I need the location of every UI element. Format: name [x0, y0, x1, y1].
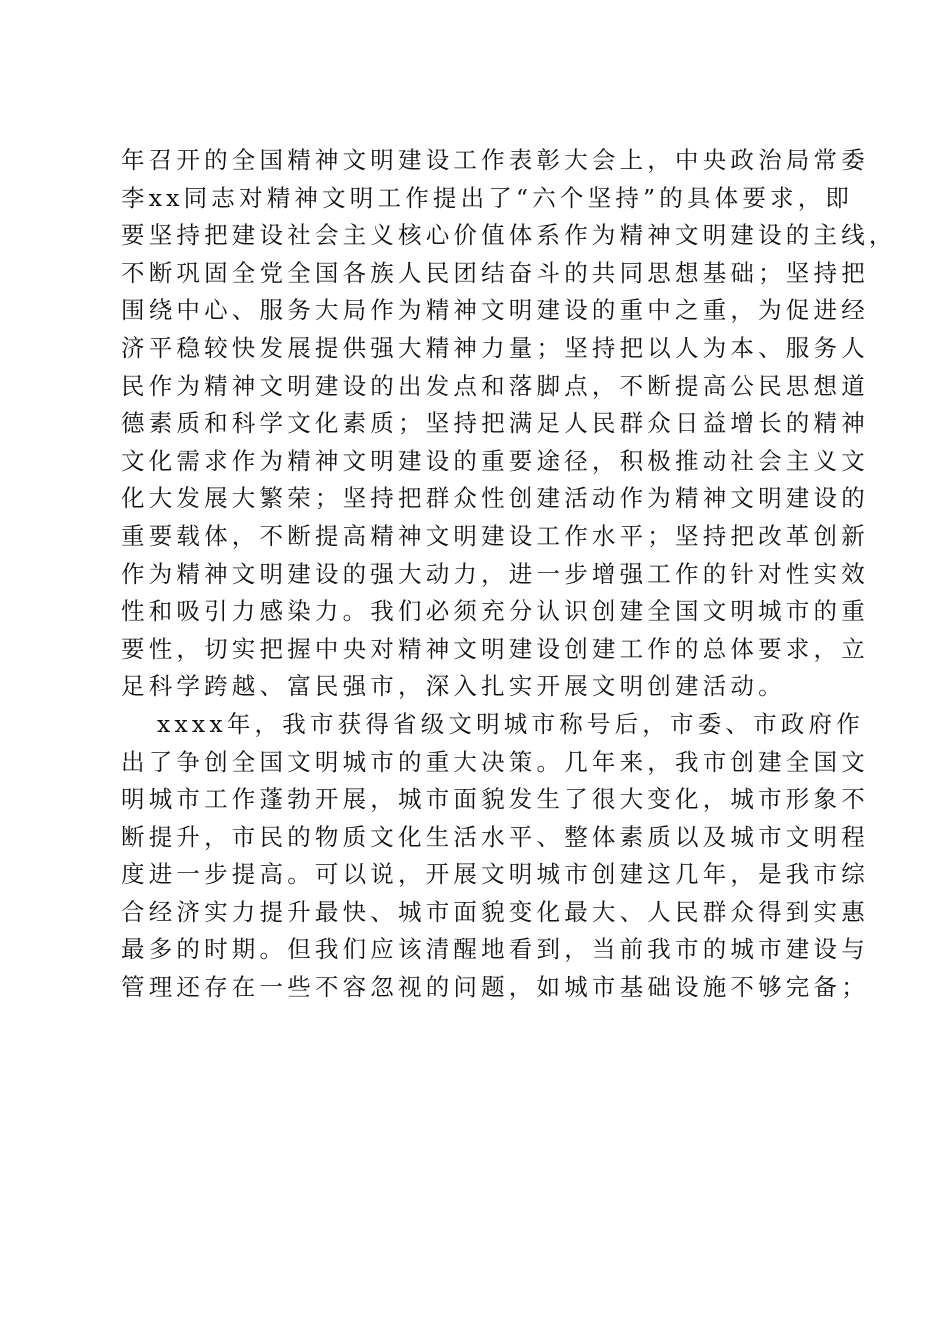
paragraph-line: 合经济实力提升最快、城市面貌变化最大、人民群众得到实惠	[121, 897, 869, 926]
paragraph-line: 最多的时期。但我们应该清醒地看到，当前我市的城市建设与	[121, 935, 869, 964]
paragraph-line: 德素质和科学文化素质；坚持把满足人民群众日益增长的精神	[121, 409, 869, 438]
document-body	[121, 142, 897, 1007]
paragraph-line: 文化需求作为精神文明建设的重要途径，积极推动社会主义文	[121, 446, 869, 475]
paragraph-line: 度进一步提高。可以说，开展文明城市创建这几年，是我市综	[121, 860, 869, 889]
paragraph-line: 明城市工作蓬勃开展，城市面貌发生了很大变化，城市形象不	[121, 785, 869, 814]
paragraph-line: 化大发展大繁荣；坚持把群众性创建活动作为精神文明建设的	[121, 484, 869, 513]
paragraph-line: 出了争创全国文明城市的重大决策。几年来，我市创建全国文	[121, 747, 869, 776]
paragraph-line: 围绕中心、服务大局作为精神文明建设的重中之重，为促进经	[121, 296, 869, 325]
paragraph-line: 不断巩固全党全国各族人民团结奋斗的共同思想基础；坚持把	[121, 258, 869, 287]
paragraph-line: 要坚持把建设社会主义核心价值体系作为精神文明建设的主线，	[121, 221, 897, 250]
paragraph-line: 作为精神文明建设的强大动力，进一步增强工作的针对性实效	[121, 559, 869, 588]
paragraph-line: 李xx同志对精神文明工作提出了“六个坚持”的具体要求，即	[121, 183, 854, 212]
paragraph-line: 足科学跨越、富民强市，深入扎实开展文明创建活动。	[121, 672, 786, 701]
paragraph-line: 管理还存在一些不容忽视的问题，如城市基础设施不够完备；	[121, 973, 869, 1002]
paragraph-line: 年召开的全国精神文明建设工作表彰大会上，中央政治局常委	[121, 146, 869, 174]
paragraph-line: 济平稳较快发展提供强大精神力量；坚持把以人为本、服务人	[121, 333, 869, 362]
paragraph-line: xxxx年，我市获得省级文明城市称号后，市委、市政府作	[157, 709, 864, 738]
paragraph-line: 民作为精神文明建设的出发点和落脚点，不断提高公民思想道	[121, 371, 869, 400]
paragraph-line: 性和吸引力感染力。我们必须充分认识创建全国文明城市的重	[121, 597, 869, 626]
paragraph-1	[121, 142, 897, 706]
paragraph-line: 重要载体，不断提高精神文明建设工作水平；坚持把改革创新	[121, 521, 869, 550]
paragraph-line: 要性，切实把握中央对精神文明建设创建工作的总体要求，立	[121, 634, 869, 663]
paragraph-line: 断提升，市民的物质文化生活水平、整体素质以及城市文明程	[121, 822, 869, 851]
paragraph-2	[121, 706, 869, 1007]
